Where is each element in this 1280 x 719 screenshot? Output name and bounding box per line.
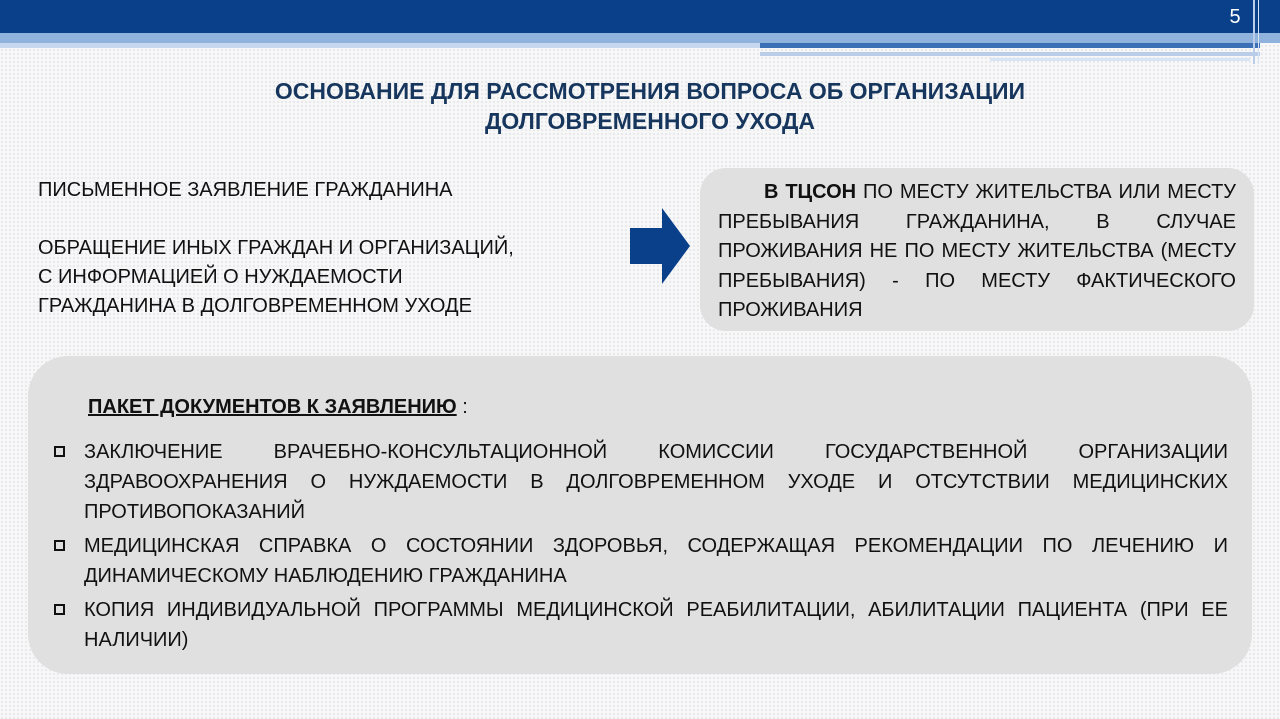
slide-title-line2: ДОЛГОВРЕМЕННОГО УХОДА bbox=[484, 108, 816, 134]
header-stripe-light bbox=[0, 33, 1280, 43]
grounds-list bbox=[38, 176, 638, 321]
slide-title-line1: ОСНОВАНИЕ ДЛЯ РАССМОТРЕНИЯ ВОПРОСА ОБ ОРГАНИЗАЦИИ bbox=[274, 78, 1026, 104]
checkbox-icon bbox=[54, 604, 65, 615]
ground-appeal-line2: С ИНФОРМАЦИЕЙ О НУЖДАЕМОСТИ bbox=[38, 266, 403, 288]
tcson-callout bbox=[700, 168, 1254, 331]
header-stripe-accent-2 bbox=[760, 52, 1260, 56]
list-item-text: КОПИЯ ИНДИВИДУАЛЬНОЙ ПРОГРАММЫ МЕДИЦИНСКОЙ РЕАБИЛИТАЦИИ, АБИЛИТАЦИИ ПАЦИЕНТА (ПРИ ЕЕ НАЛИЧИИ) bbox=[84, 599, 1228, 651]
header-bar bbox=[0, 0, 1280, 62]
page-number: 5 bbox=[1229, 6, 1241, 28]
callout-text: ПО МЕСТУ ЖИТЕЛЬСТВА ИЛИ МЕСТУ ПРЕБЫВАНИЯ ГРАЖДАНИНА, В СЛУЧАЕ ПРОЖИВАНИЯ НЕ ПО МЕСТУ ЖИТЕЛЬСТВА (МЕСТУ ПРЕБЫВАНИЯ) - ПО МЕСТУ ФАКТИЧЕСКОГО ПРОЖИВАНИЯ bbox=[718, 181, 1236, 321]
header-stripe-mid bbox=[0, 43, 760, 48]
header-vertical-line bbox=[1253, 0, 1255, 64]
list-item bbox=[54, 595, 1228, 655]
list-item bbox=[54, 437, 1228, 527]
arrow-right-icon bbox=[628, 206, 692, 286]
header-vertical-line-2 bbox=[1258, 0, 1259, 64]
ground-appeal-line1: ОБРАЩЕНИЕ ИНЫХ ГРАЖДАН И ОРГАНИЗАЦИЙ, bbox=[38, 237, 514, 259]
ground-written-application: ПИСЬМЕННОЕ ЗАЯВЛЕНИЕ ГРАЖДАНИНА bbox=[38, 179, 453, 201]
documents-panel-title bbox=[88, 393, 468, 421]
checkbox-icon bbox=[54, 446, 65, 457]
documents-title-colon: : bbox=[456, 396, 468, 418]
ground-appeal-line3: ГРАЖДАНИНА В ДОЛГОВРЕМЕННОМ УХОДЕ bbox=[38, 295, 472, 317]
list-item bbox=[54, 531, 1228, 591]
callout-bold-lead: В ТЦСОН bbox=[764, 181, 857, 203]
list-item-text: МЕДИЦИНСКАЯ СПРАВКА О СОСТОЯНИИ ЗДОРОВЬЯ, СОДЕРЖАЩАЯ РЕКОМЕНДАЦИИ ПО ЛЕЧЕНИЮ И ДИНАМИЧЕСКОМУ НАБЛЮДЕНИЮ ГРАЖДАНИНА bbox=[84, 535, 1228, 587]
slide-title bbox=[140, 76, 1160, 136]
checkbox-icon bbox=[54, 540, 65, 551]
ground-appeal bbox=[38, 234, 638, 321]
documents-title-text: ПАКЕТ ДОКУМЕНТОВ К ЗАЯВЛЕНИЮ bbox=[88, 396, 457, 418]
documents-list bbox=[54, 437, 1228, 659]
list-item-text: ЗАКЛЮЧЕНИЕ ВРАЧЕБНО-КОНСУЛЬТАЦИОННОЙ КОМИССИИ ГОСУДАРСТВЕННОЙ ОРГАНИЗАЦИИ ЗДРАВООХРАНЕНИЯ О НУЖДАЕМОСТИ В ДОЛГОВРЕМЕННОМ УХОДЕ И ОТСУТСТВИИ МЕДИЦИНСКИХ ПРОТИВОПОКАЗАНИЙ bbox=[84, 441, 1228, 523]
header-stripe-accent bbox=[760, 43, 1260, 48]
header-stripe-dark bbox=[0, 0, 1280, 33]
header-stripe-accent-3 bbox=[990, 58, 1250, 61]
